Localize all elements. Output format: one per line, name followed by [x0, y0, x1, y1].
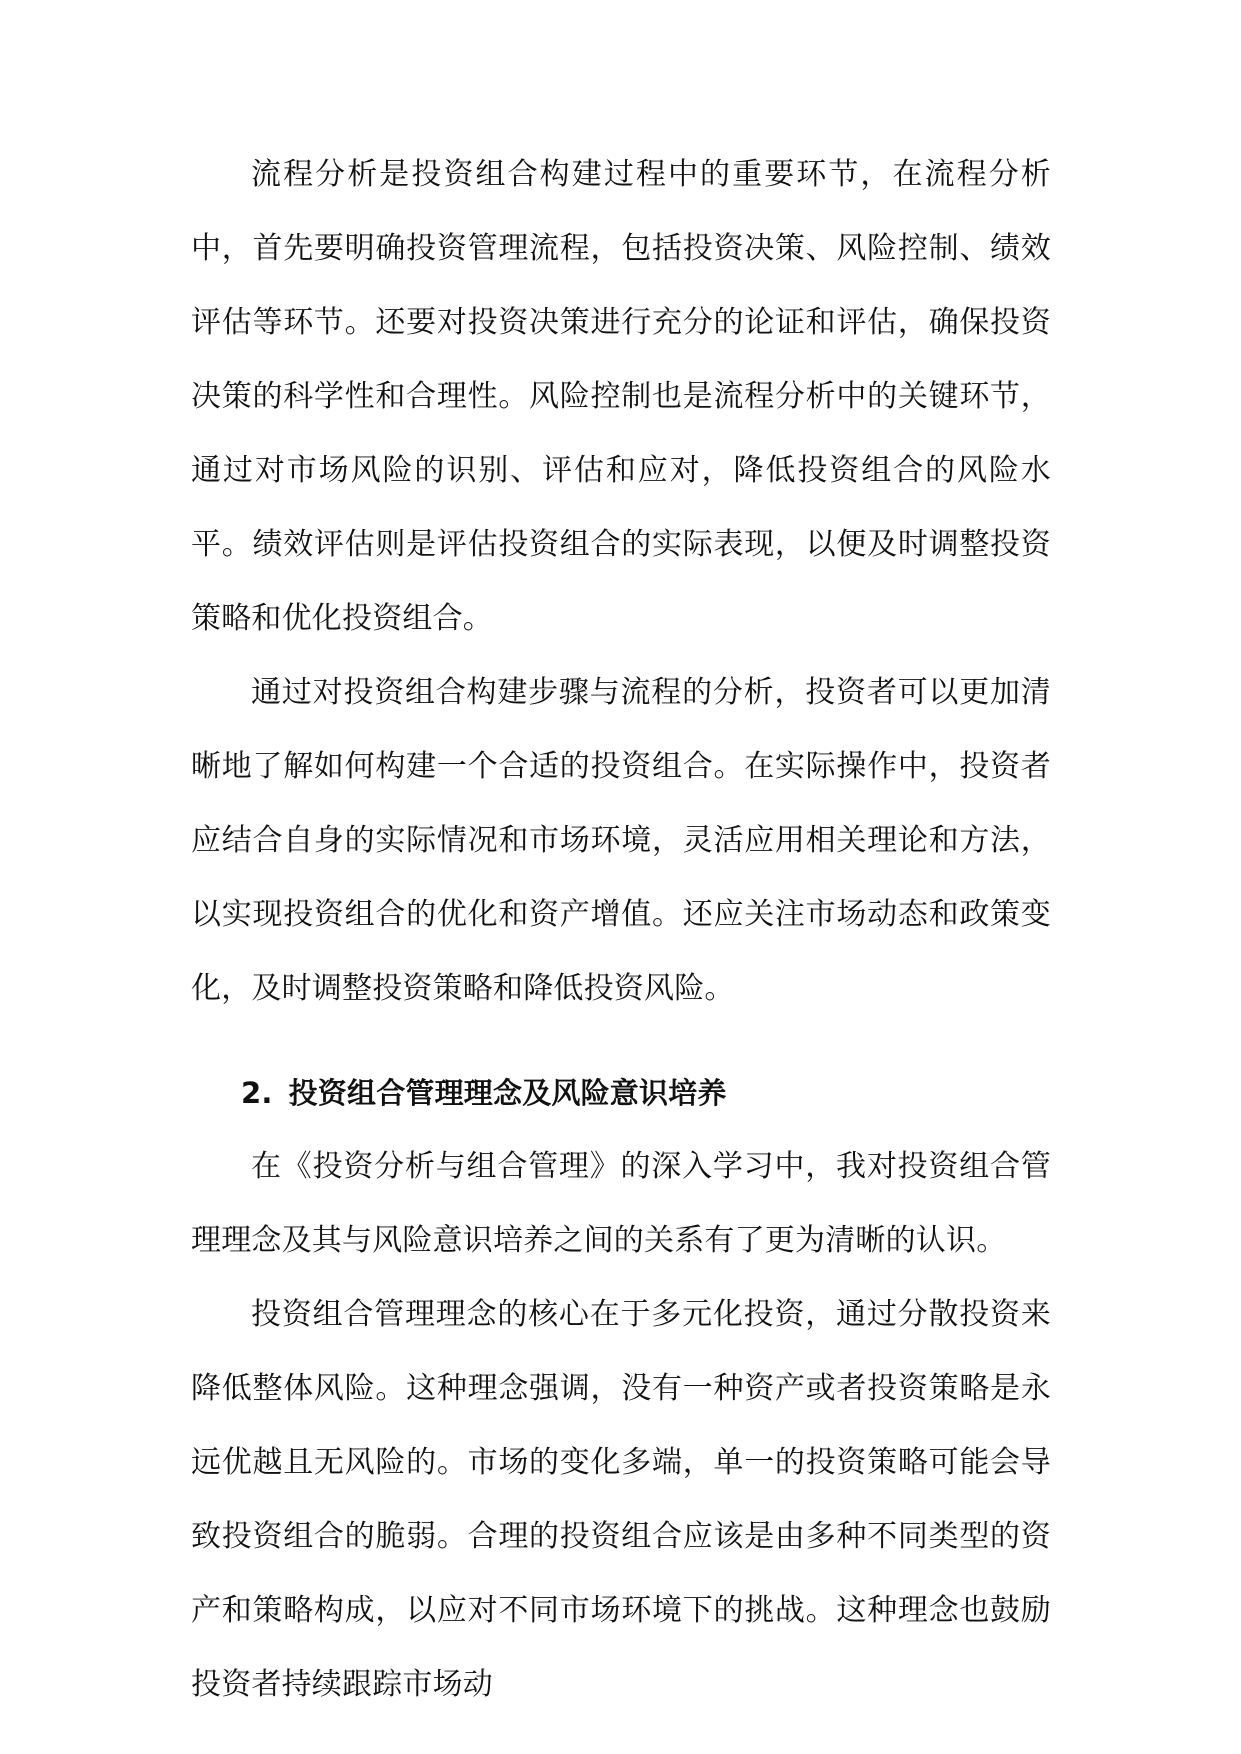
paragraph-construction-summary: 通过对投资组合构建步骤与流程的分析，投资者可以更加清晰地了解如何构建一个合适的投资组合。在实际操作中，投资者应结合自身的实际情况和市场环境，灵活应用相关理论和方法，以实现投资组合的优化和资产增值。还应关注市场动态和政策变化，及时调整投资策略和降低投资风险。	[191, 675, 1051, 1006]
document-page	[191, 138, 1051, 1722]
section-number: 2.	[241, 1076, 273, 1110]
paragraph-process-analysis: 流程分析是投资组合构建过程中的重要环节，在流程分析中，首先要明确投资管理流程，包括投资决策、风险控制、绩效评估等环节。还要对投资决策进行充分的论证和评估，确保投资决策的科学性和合理性。风险控制也是流程分析中的关键环节，通过对市场风险的识别、评估和应对，降低投资组合的风险水平。绩效评估则是评估投资组合的实际表现，以便及时调整投资策略和优化投资组合。	[191, 157, 1051, 636]
paragraph-learning-intro: 在《投资分析与组合管理》的深入学习中，我对投资组合管理理念及其与风险意识培养之间的关系有了更为清晰的认识。	[191, 1149, 1051, 1258]
paragraph-diversification: 投资组合管理理念的核心在于多元化投资，通过分散投资来降低整体风险。这种理念强调，没有一种资产或者投资策略是永远优越且无风险的。市场的变化多端，单一的投资策略可能会导致投资组合的脆弱。合理的投资组合应该是由多种不同类型的资产和策略构成，以应对不同市场环境下的挑战。这种理念也鼓励投资者持续跟踪市场动	[191, 1297, 1051, 1702]
section-heading	[191, 1056, 1051, 1130]
section-title: 投资组合管理理念及风险意识培养	[288, 1076, 727, 1110]
